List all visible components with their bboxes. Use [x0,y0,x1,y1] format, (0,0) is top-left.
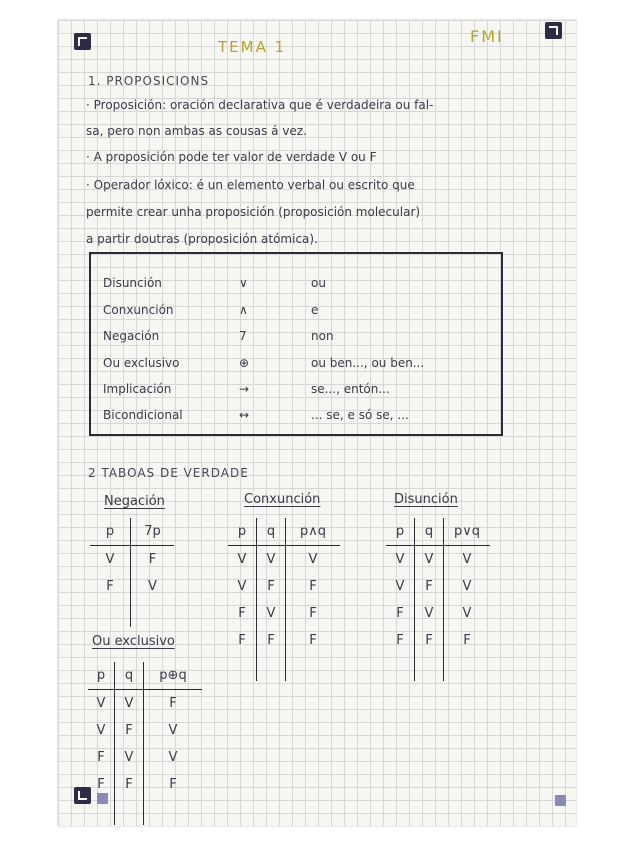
table-cell: V [88,690,115,718]
section-heading: 2 TABOAS DE VERDADE [88,466,249,480]
table-cell: V [386,546,415,574]
table-cell: F [386,600,415,627]
table-row [228,546,340,574]
operator-symbol: ⊕ [239,356,250,370]
page-title: TEMA 1 [218,38,287,56]
truth-table-title: Disunción [394,492,458,507]
table-header: p [228,518,257,546]
table-cell: V [415,546,444,574]
table-cell: F [415,573,444,600]
table-cell: F [90,573,131,600]
table-cell: V [148,579,157,594]
table-cell: F [386,627,415,654]
text-line: · Proposición: oración declarativa que é verdadeira ou fal- [86,98,434,112]
table-row [386,600,490,627]
table-cell: F [257,627,286,654]
table-cell: F [169,696,177,711]
operator-symbol: → [239,382,250,396]
table-cell: V [88,717,115,744]
operator-row [91,382,501,409]
table-cell: V [228,546,257,574]
table-row [386,546,490,574]
table-row [90,573,174,600]
table-row [88,717,202,744]
table-cell: F [309,579,317,594]
operator-meaning: ... se, e só se, ... [311,408,409,422]
table-header: p [90,518,131,546]
table-cell: F [415,627,444,654]
table-cell: V [257,600,286,627]
table-header: 7p [131,518,175,546]
operator-row [91,408,501,435]
operator-symbol: ↔ [239,408,250,422]
table-cell: V [90,546,131,574]
operator-symbol: 7 [239,329,247,343]
table-row [88,744,202,771]
table-header: q [257,518,286,546]
table-header: p⊕q [144,662,203,690]
table-cell: V [115,744,144,771]
operator-row [91,303,501,330]
table-row [88,771,202,798]
text-line: sa, pero non ambas as cousas á vez. [86,124,307,138]
table-cell: V [115,690,144,718]
table-cell: V [308,552,318,567]
operator-row [91,276,501,303]
table-cell: V [462,552,472,567]
table-header: q [115,662,144,690]
operator-meaning: ou [311,276,326,290]
table-cell: F [309,633,317,648]
table-row [228,573,340,600]
operator-name: Conxunción [103,303,174,317]
operator-meaning: ou ben..., ou ben... [311,356,425,370]
operator-name: Disunción [103,276,162,290]
table-row [88,690,202,718]
truth-table-title: Negación [104,494,165,509]
operator-meaning: non [311,329,334,343]
text-line: permite crear unha proposición (proposición molecular) [86,205,421,219]
section-heading: 1. PROPOSICIONS [88,74,210,88]
truth-table-ouexclusivo [88,662,202,825]
table-header: p [386,518,415,546]
table-row [90,546,174,574]
truth-table-conxuncion [228,518,340,681]
truth-table-title: Ou exclusivo [92,634,175,649]
table-cell: V [168,750,178,765]
table-cell: F [228,627,257,654]
operator-symbol: ∨ [239,276,248,290]
corner-marker-icon [545,22,562,39]
operator-name: Negación [103,329,160,343]
table-row [386,573,490,600]
operator-name: Bicondicional [103,408,183,422]
operators-box [89,252,503,436]
table-cell: V [386,573,415,600]
table-cell: F [115,771,144,798]
table-cell: V [462,606,472,621]
operator-meaning: e [311,303,319,317]
table-header: q [415,518,444,546]
truth-table-title: Conxunción [244,492,321,507]
table-cell: V [168,723,178,738]
operator-row [91,356,501,383]
operator-name: Ou exclusivo [103,356,180,370]
operator-row [91,329,501,356]
table-cell: V [462,579,472,594]
table-cell: F [228,600,257,627]
table-header: p∨q [444,518,491,546]
table-cell: F [257,573,286,600]
truth-table-negacion [90,518,174,627]
table-cell: F [148,552,157,567]
table-cell: F [115,717,144,744]
table-cell: F [169,777,177,792]
truth-table-disuncion [386,518,490,681]
corner-tag-icon [555,795,566,806]
table-cell: F [88,744,115,771]
table-cell: V [415,600,444,627]
table-cell: F [88,771,115,798]
operator-meaning: se..., entón... [311,382,390,396]
operator-symbol: ∧ [239,303,248,317]
table-cell: V [228,573,257,600]
text-line: a partir doutras (proposición atómica). [86,232,318,246]
operator-name: Implicación [103,382,172,396]
table-cell: V [257,546,286,574]
table-row [386,627,490,654]
text-line: · A proposición pode ter valor de verdade V ou F [86,150,377,164]
subject-label: FMI [470,27,504,46]
table-header: p∧q [286,518,341,546]
table-cell: F [309,606,317,621]
corner-marker-icon [74,33,91,50]
text-line: · Operador lóxico: é un elemento verbal ou escrito que [86,178,415,192]
table-row [228,627,340,654]
table-header: p [88,662,115,690]
table-cell: F [463,633,471,648]
table-row [228,600,340,627]
